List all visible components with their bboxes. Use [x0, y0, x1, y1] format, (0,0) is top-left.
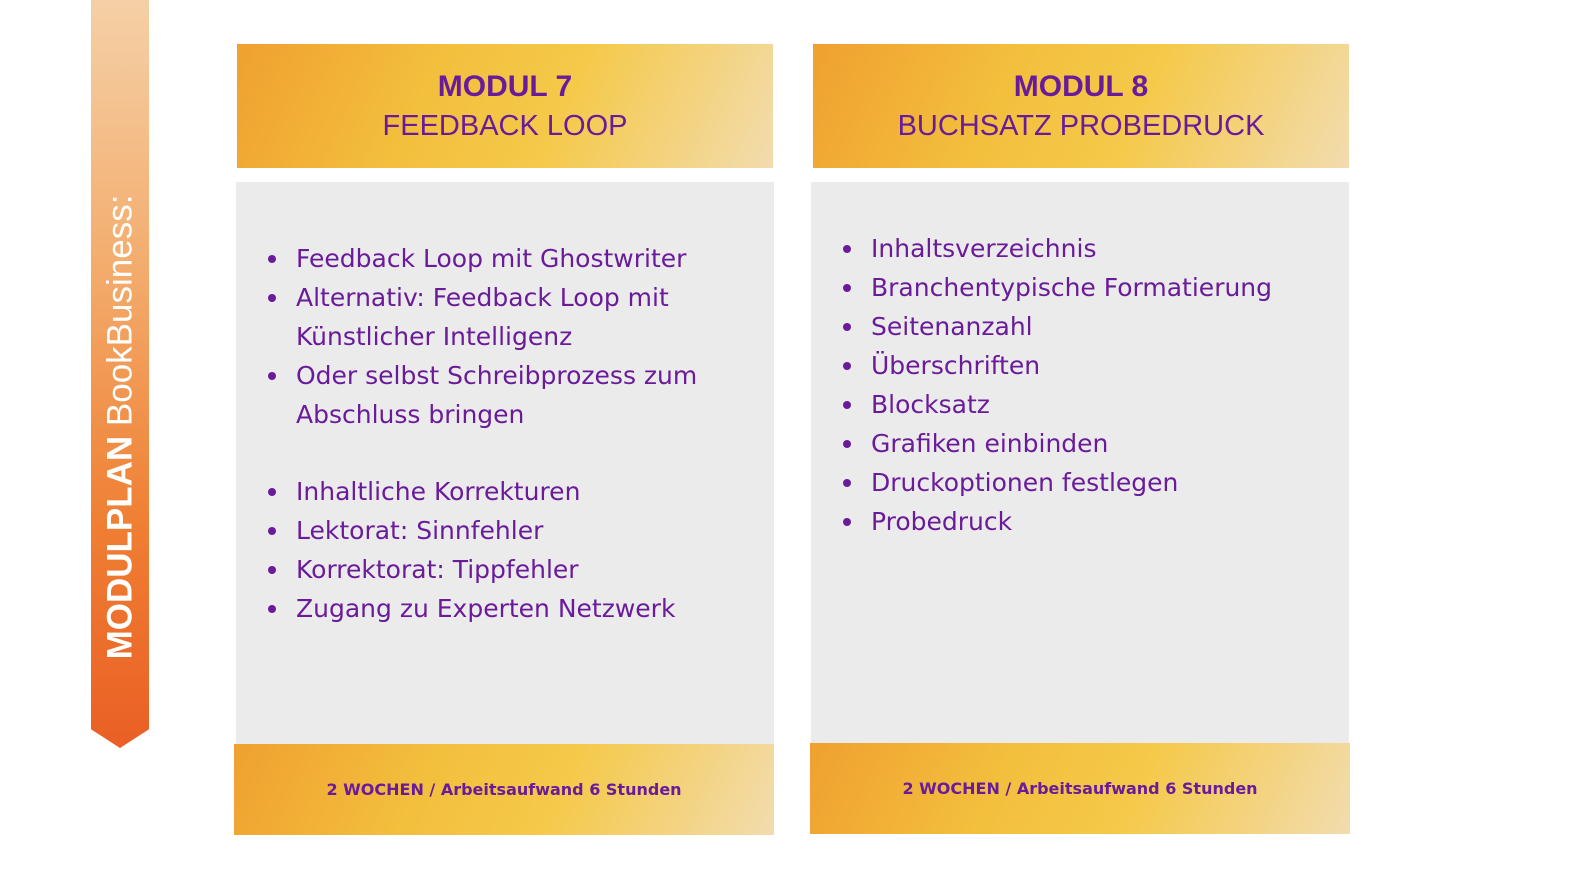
module-8-number: MODUL 8 — [1013, 70, 1149, 103]
list-item: Probedruck — [871, 502, 1349, 541]
list-item: Korrektorat: Tippfehler — [296, 550, 774, 589]
list-item: Branchentypische Formatierung — [871, 268, 1349, 307]
module-7-title: FEEDBACK LOOP — [382, 110, 628, 142]
module-8-list — [811, 229, 1349, 541]
module-8-header — [813, 44, 1349, 168]
list-item: Grafiken einbinden — [871, 424, 1349, 463]
module-7-number: MODUL 7 — [437, 70, 573, 103]
list-item: Oder selbst Schreibprozess zum Abschluss bringen — [296, 356, 774, 434]
list-item: Alternativ: Feedback Loop mit Künstlicher Intelligenz — [296, 278, 774, 356]
list-item: Druckoptionen festlegen — [871, 463, 1349, 502]
module-8-title: BUCHSATZ PROBEDRUCK — [897, 110, 1265, 142]
sidebar-title-bold: MODULPLAN — [100, 435, 140, 660]
module-8-content — [811, 182, 1349, 743]
sidebar-title-light: BookBusiness: — [100, 194, 140, 427]
list-item: Inhaltsverzeichnis — [871, 229, 1349, 268]
module-7-header — [237, 44, 773, 168]
list-item: Zugang zu Experten Netzwerk — [296, 589, 774, 628]
module-7-list-1 — [236, 239, 774, 434]
list-item: Lektorat: Sinnfehler — [296, 511, 774, 550]
module-8-footer: 2 WOCHEN / Arbeitsaufwand 6 Stunden — [810, 743, 1350, 834]
module-7-content — [236, 182, 774, 744]
list-item: Überschriften — [871, 346, 1349, 385]
list-item: Seitenanzahl — [871, 307, 1349, 346]
module-7-list-2 — [236, 472, 774, 628]
list-item: Feedback Loop mit Ghostwriter — [296, 239, 774, 278]
sidebar-title — [100, 194, 140, 660]
module-7-footer: 2 WOCHEN / Arbeitsaufwand 6 Stunden — [234, 744, 774, 835]
list-item: Blocksatz — [871, 385, 1349, 424]
list-item: Inhaltliche Korrekturen — [296, 472, 774, 511]
